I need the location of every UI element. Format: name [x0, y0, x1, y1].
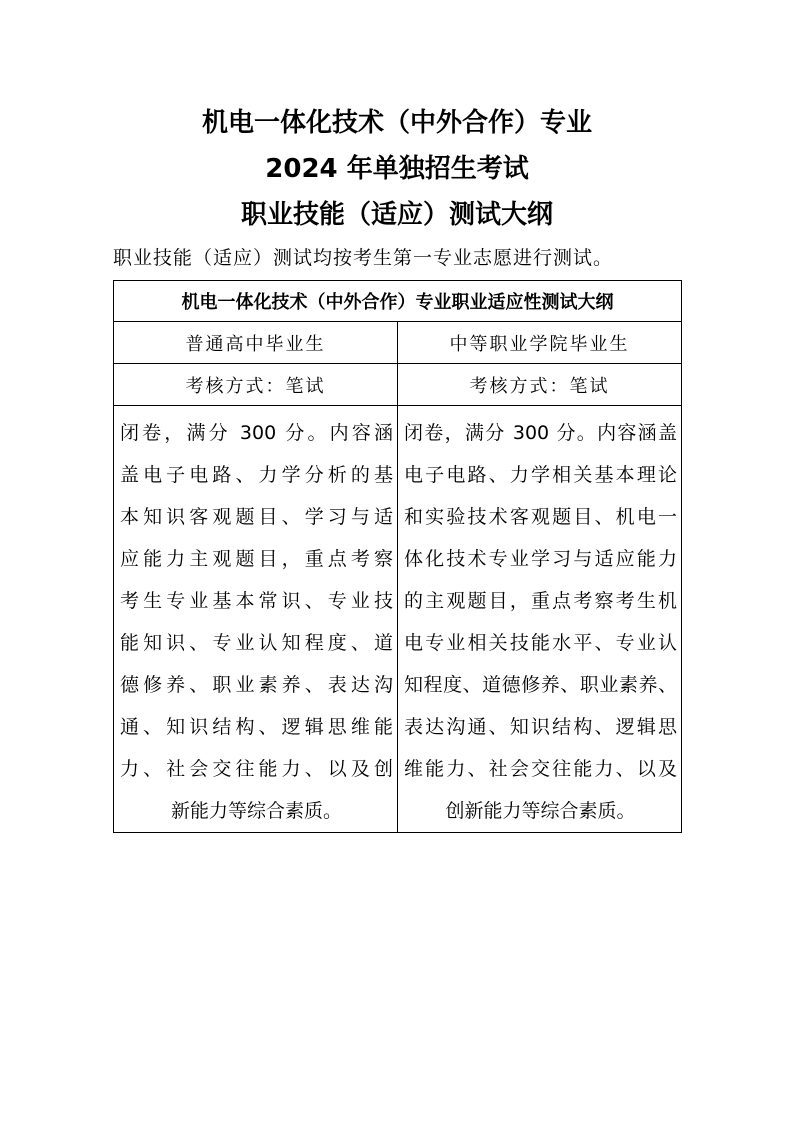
content-line: 维能力、社会交往能力、以及: [404, 758, 677, 780]
content-vocational: [398, 406, 682, 833]
title-line-2: 2024 年单独招生考试: [265, 154, 529, 184]
content-line: 创新能力等综合素质。: [445, 800, 636, 822]
content-line: 电子电路、力学相关基本理论: [404, 464, 677, 486]
content-line: 知程度、道德修养、职业素养、: [404, 674, 677, 696]
content-line: 体化技术专业学习与适应能力: [404, 548, 677, 570]
content-line: 考生专业基本常识、专业技: [120, 590, 393, 612]
content-line: 电专业相关技能水平、专业认: [404, 632, 677, 654]
exam-method-vocational: 考核方式：笔试: [398, 364, 682, 406]
content-line: 闭卷，满分 300 分。内容涵: [120, 422, 393, 444]
content-line: 德修养、职业素养、表达沟: [120, 674, 393, 696]
content-line: 和实验技术客观题目、机电一: [404, 506, 677, 528]
syllabus-table: [113, 280, 682, 833]
column-header-vocational: 中等职业学院毕业生: [398, 322, 682, 364]
content-line: 力、社会交往能力、以及创: [120, 758, 393, 780]
title-line-3: 职业技能（适应）测试大纲: [240, 200, 553, 230]
content-highschool: [114, 406, 398, 833]
column-header-highschool: 普通高中毕业生: [114, 322, 398, 364]
content-line: 通、知识结构、逻辑思维能: [120, 716, 393, 738]
exam-method-highschool: 考核方式：笔试: [114, 364, 398, 406]
intro-text: 职业技能（适应）测试均按考生第一专业志愿进行测试。: [113, 247, 614, 269]
title-line-1: 机电一体化技术（中外合作）专业: [201, 108, 592, 138]
content-line: 应能力主观题目，重点考察: [120, 548, 393, 570]
content-line: 本知识客观题目、学习与适: [120, 506, 393, 528]
content-line: 能知识、专业认知程度、道: [120, 632, 393, 654]
content-line: 新能力等综合素质。: [170, 800, 342, 822]
content-line: 表达沟通、知识结构、逻辑思: [404, 716, 677, 738]
table-header: 机电一体化技术（中外合作）专业职业适应性测试大纲: [114, 281, 682, 322]
content-line: 盖电子电路、力学分析的基: [120, 464, 393, 486]
content-line: 的主观题目，重点考察考生机: [404, 590, 677, 612]
content-line: 闭卷，满分 300 分。内容涵盖: [404, 422, 677, 444]
